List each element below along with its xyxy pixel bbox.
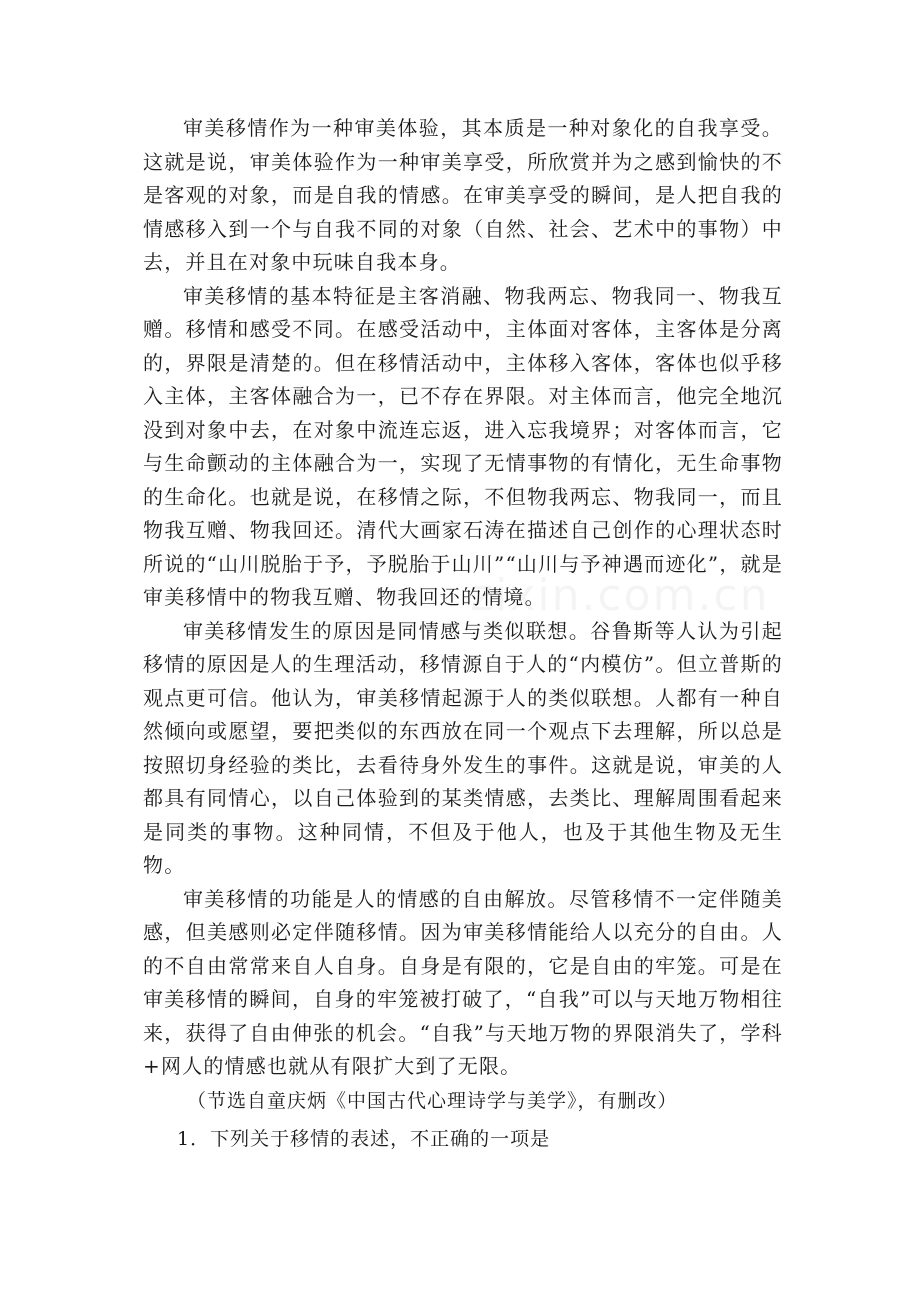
source-citation: （节选自童庆炳《中国古代心理诗学与美学》，有删改） xyxy=(187,1089,678,1112)
paragraph-1: 审美移情作为一种审美体验，其本质是一种对象化的自我享受。这就是说，审美体验作为一种审美享受，所欣赏并为之感到愉快的不是客观的对象，而是自我的情感。在审美享受的瞬间，是人把自我的情感移入到一个与自我不同的对象（自然、社会、艺术中的事物）中去，并且在对象中玩味自我本身。 xyxy=(143,116,783,274)
question-1: 1．下列关于移情的表述，不正确的一项是 xyxy=(177,1127,551,1150)
paragraph-4: 审美移情的功能是人的情感的自由解放。尽管移情不一定伴随美感，但美感则必定伴随移情。因为审美移情能给人以充分的自由。人的不自由常常来自人自身。自身是有限的，它是自由的牢笼。可是在审美移情的瞬间，自身的牢笼被打破了，“自我”可以与天地万物相往来，获得了自由伸张的机会。“自我”与天地万物的界限消失了，学科+网人的情感也就从有限扩大到了无限。 xyxy=(143,886,783,1078)
paragraph-3: 审美移情发生的原因是同情感与类似联想。谷鲁斯等人认为引起移情的原因是人的生理活动，移情源自于人的“内模仿”。但立普斯的观点更可信。他认为，审美移情起源于人的类似联想。人都有一种自然倾向或愿望，要把类似的东西放在同一个观点下去理解，所以总是按照切身经验的类比，去看待身外发生的事件。这就是说，审美的人都具有同情心，以自己体验到的某类情感，去类比、理解周围看起来是同类的事物。这种同情，不但及于他人，也及于其他生物及无生物。 xyxy=(143,618,783,877)
paragraph-2: 审美移情的基本特征是主客消融、物我两忘、物我同一、物我互赠。移情和感受不同。在感受活动中，主体面对客体，主客体是分离的，界限是清楚的。但在移情活动中，主体移入客体，客体也似乎移入主体，主客体融合为一，已不存在界限。对主体而言，他完全地沉没到对象中去，在对象中流连忘返，进入忘我境界；对客体而言，它与生命颤动的主体融合为一，实现了无情事物的有情化，无生命事物的生命化。也就是说，在移情之际，不但物我两忘、物我同一，而且物我互赠、物我回还。清代大画家石涛在描述自己创作的心理状态时所说的“山川脱胎于予，予脱胎于山川”“山川与予神遇而迹化”，就是审美移情中的物我互赠、物我回还的情境。 xyxy=(143,283,783,609)
document-body xyxy=(143,112,783,1156)
